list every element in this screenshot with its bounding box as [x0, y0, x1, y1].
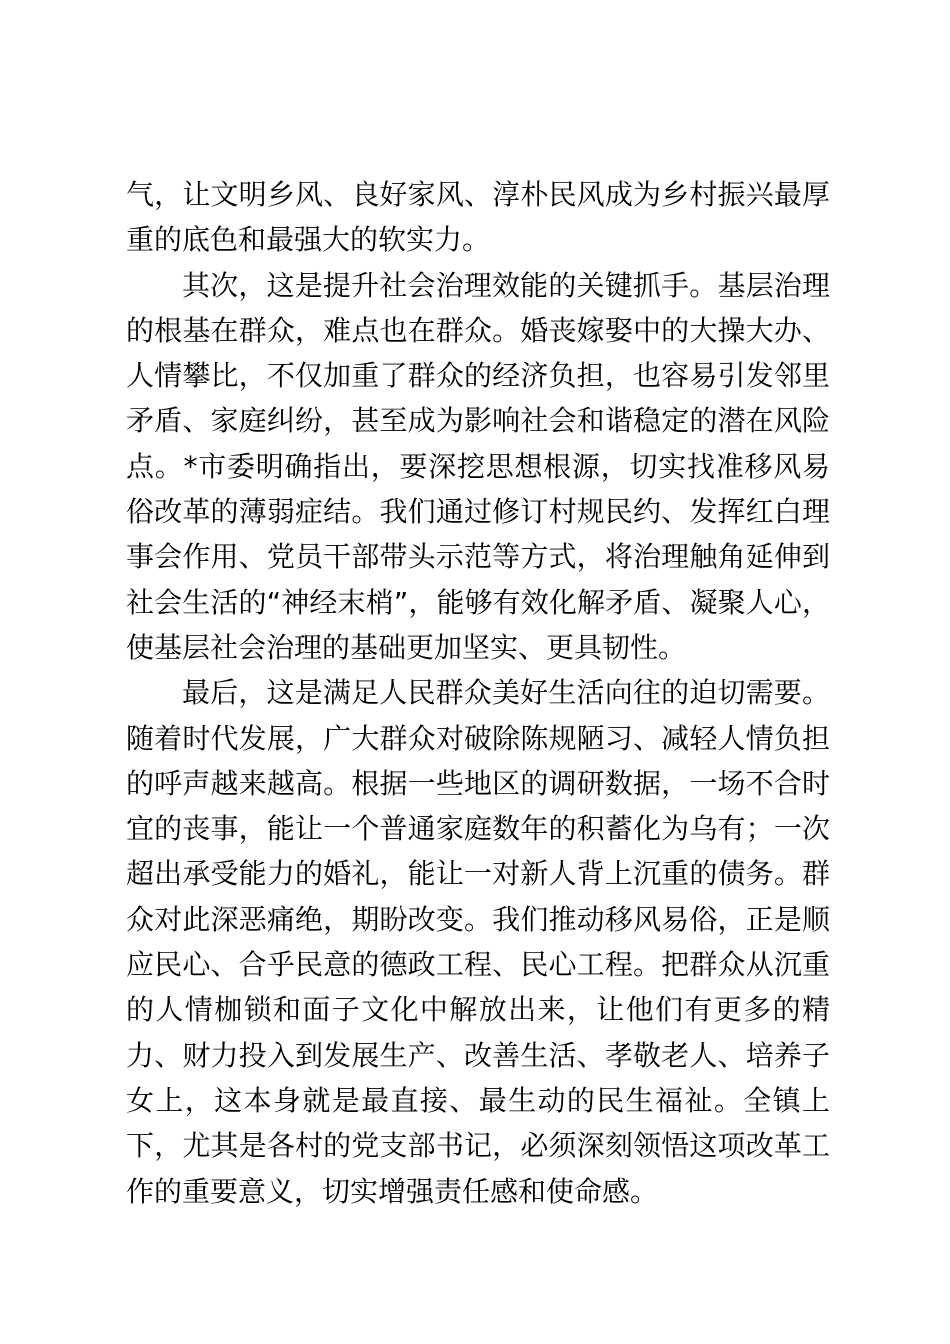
document-body — [126, 172, 830, 1214]
paragraph-second-point: 其次，这是提升社会治理效能的关键抓手。基层治理的根基在群众，难点也在群众。婚丧嫁娶中的大操大办、人情攀比，不仅加重了群众的经济负担，也容易引发邻里矛盾、家庭纠纷，甚至成为影响社会和谐稳定的潜在风险点。*市委明确指出，要深挖思想根源，切实找准移风易俗改革的薄弱症结。我们通过修订村规民约、发挥红白理事会作用、党员干部带头示范等方式，将治理触角延伸到社会生活的“神经末梢”，能够有效化解矛盾、凝聚人心，使基层社会治理的基础更加坚实、更具韧性。 — [126, 268, 830, 664]
paragraph-final-point: 最后，这是满足人民群众美好生活向往的迫切需要。随着时代发展，广大群众对破除陈规陋习、减轻人情负担的呼声越来越高。根据一些地区的调研数据，一场不合时宜的丧事，能让一个普通家庭数年的积蓄化为乌有；一次超出承受能力的婚礼，能让一对新人背上沉重的债务。群众对此深恶痛绝，期盼改变。我们推动移风易俗，正是顺应民心、合乎民意的德政工程、民心工程。把群众从沉重的人情枷锁和面子文化中解放出来，让他们有更多的精力、财力投入到发展生产、改善生活、孝敬老人、培养子女上，这本身就是最直接、最生动的民生福祉。全镇上下，尤其是各村的党支部书记，必须深刻领悟这项改革工作的重要意义，切实增强责任感和使命感。 — [126, 676, 830, 1208]
paragraph-continuation: 气，让文明乡风、良好家风、淳朴民风成为乡村振兴最厚重的底色和最强大的软实力。 — [126, 178, 830, 257]
